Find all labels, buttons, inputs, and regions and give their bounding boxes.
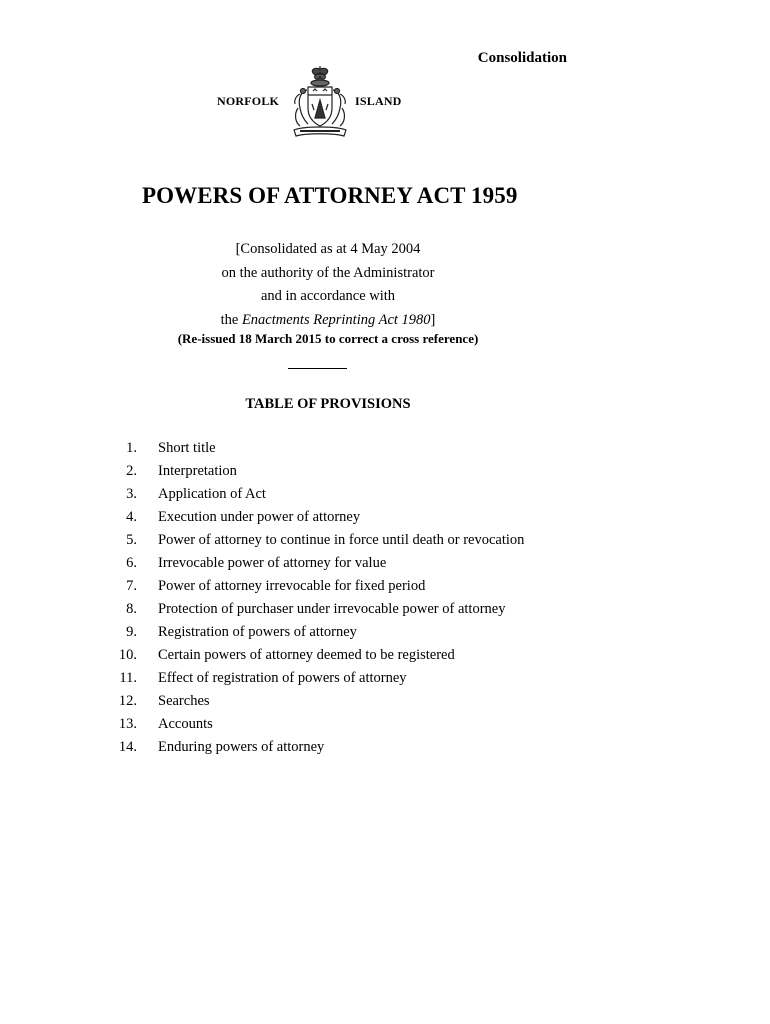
toc-item-number: 14. [118, 739, 137, 755]
toc-heading: TABLE OF PROVISIONS [245, 396, 411, 412]
toc-item [110, 486, 610, 509]
toc-item-number: 12. [118, 693, 137, 709]
toc-item [110, 601, 610, 624]
toc-item-title: Accounts [158, 716, 213, 732]
toc-item [110, 739, 610, 762]
toc-item-title: Certain powers of attorney deemed to be registered [158, 647, 455, 663]
toc-item-number: 6. [126, 555, 137, 571]
reprinting-act-citation: Enactments Reprinting Act 1980 [241, 311, 431, 328]
toc-item [110, 440, 610, 463]
consolidation-line: and in accordance with [260, 288, 396, 304]
toc-item-number: 2. [126, 463, 137, 479]
toc-item-number: 1. [126, 440, 137, 456]
consolidation-line: [Consolidated as at 4 May 2004 [235, 241, 421, 257]
toc-item-number: 11. [119, 670, 137, 686]
toc-item-number: 7. [126, 578, 137, 594]
toc-item [110, 532, 610, 555]
toc-item [110, 463, 610, 486]
toc-item-title: Power of attorney irrevocable for fixed period [158, 578, 426, 594]
toc-item-number: 9. [126, 624, 137, 640]
toc-item-number: 4. [126, 509, 137, 525]
toc-item-title: Searches [158, 693, 210, 709]
toc-item-title: Application of Act [158, 486, 266, 502]
act-title: POWERS OF ATTORNEY ACT 1959 [142, 183, 518, 208]
toc-item-title: Registration of powers of attorney [158, 624, 357, 640]
consolidation-line-prefix: the [220, 311, 242, 328]
section-divider [288, 368, 347, 369]
reissued-note: (Re-issued 18 March 2015 to correct a cross reference) [177, 331, 479, 346]
toc-item [110, 647, 610, 670]
toc-item-title: Execution under power of attorney [158, 509, 361, 525]
toc-item-title: Power of attorney to continue in force until death or revocation [158, 532, 525, 548]
toc-item [110, 509, 610, 532]
toc-item [110, 578, 610, 601]
table-of-provisions [110, 440, 610, 762]
toc-item-number: 10. [118, 647, 137, 663]
toc-item-number: 13. [118, 716, 137, 732]
toc-item-title: Interpretation [158, 463, 237, 479]
toc-item [110, 624, 610, 647]
toc-item-title: Effect of registration of powers of attorney [158, 670, 407, 686]
toc-item-number: 3. [126, 486, 137, 502]
toc-item [110, 555, 610, 578]
toc-item-number: 8. [126, 601, 137, 617]
toc-item [110, 716, 610, 739]
toc-item-title: Enduring powers of attorney [158, 739, 325, 755]
jurisdiction-header [0, 62, 770, 146]
consolidation-note [0, 238, 656, 332]
toc-item-title: Irrevocable power of attorney for value [158, 555, 387, 571]
jurisdiction-left-label: NORFOLK [217, 94, 280, 108]
consolidation-line: on the authority of the Administrator [221, 264, 435, 281]
toc-item [110, 693, 610, 716]
toc-item [110, 670, 610, 693]
consolidation-label: Consolidation [477, 50, 567, 66]
toc-item-number: 5. [126, 532, 137, 548]
toc-item-title: Short title [158, 440, 216, 456]
toc-item-title: Protection of purchaser under irrevocable power of attorney [158, 601, 506, 617]
jurisdiction-right-label: ISLAND [355, 94, 402, 108]
coat-of-arms-icon [286, 64, 354, 144]
consolidation-line [0, 309, 656, 333]
consolidation-line-suffix: ] [430, 311, 436, 328]
